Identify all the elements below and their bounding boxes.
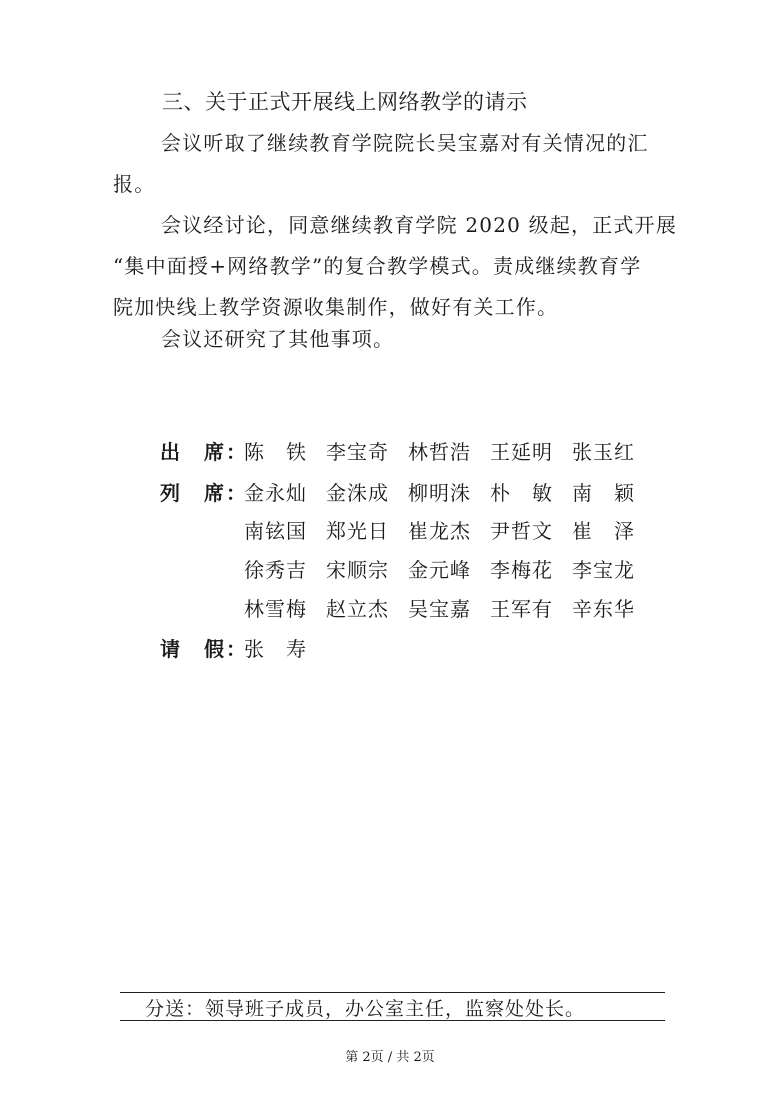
observer-name: 南铉国 — [244, 518, 307, 543]
leave-label — [160, 633, 248, 662]
observer-name: 李梅花 — [490, 557, 553, 582]
attendance-leave-row — [160, 627, 326, 667]
attendee-name: 张玉红 — [572, 439, 635, 464]
observer-name: 赵立杰 — [326, 596, 389, 621]
observer-name: 李宝龙 — [572, 557, 635, 582]
observer-name: 南 颖 — [572, 480, 635, 505]
paragraph-line: 院加快线上教学资源收集制作，做好有关工作。 — [113, 295, 559, 319]
observer-names — [244, 477, 654, 506]
label-char: 席： — [204, 439, 248, 464]
observer-name: 崔龙杰 — [408, 518, 471, 543]
paragraph-decision — [113, 205, 678, 328]
attendee-name: 李宝奇 — [326, 439, 389, 464]
distribution-top-rule — [120, 992, 665, 993]
distribution-bottom-rule — [120, 1020, 665, 1021]
paragraph-line: 会议听取了继续教育学院院长吴宝嘉对有关情况的汇 — [161, 131, 649, 155]
observers-label — [160, 477, 248, 506]
page-number: 第 2页 / 共 2页 — [345, 1050, 435, 1065]
paragraph-line: 会议经讨论，同意继续教育学院 2020 级起，正式开展 — [161, 213, 678, 237]
observer-name: 金洙成 — [326, 480, 389, 505]
attendee-name: 陈 铁 — [244, 439, 307, 464]
paragraph-line: “集中面授+网络教学”的复合教学模式。责成继续教育学 — [113, 254, 642, 278]
observer-name: 柳明洙 — [408, 480, 471, 505]
paragraph-line: 会议还研究了其他事项。 — [161, 327, 395, 351]
observer-name: 吴宝嘉 — [408, 596, 471, 621]
present-label — [160, 436, 248, 465]
observer-name: 宋顺宗 — [326, 557, 389, 582]
observer-names-row — [244, 548, 654, 588]
paragraph-other-matters — [113, 319, 673, 360]
attendance-observers-row — [160, 471, 654, 511]
observer-name: 尹哲文 — [490, 518, 553, 543]
observer-name: 朴 敏 — [490, 480, 553, 505]
attendance-present-row — [160, 430, 654, 470]
observer-name: 徐秀吉 — [244, 557, 307, 582]
observer-name: 郑光日 — [326, 518, 389, 543]
observer-names-row — [244, 509, 654, 549]
distribution-list: 分送：领导班子成员，办公室主任，监察处处长。 — [145, 998, 586, 1020]
label-char: 请 — [160, 636, 182, 661]
observer-name: 金元峰 — [408, 557, 471, 582]
observer-names — [244, 515, 654, 544]
leave-names — [244, 633, 326, 662]
observer-names-row — [244, 587, 654, 627]
observer-name: 王军有 — [490, 596, 553, 621]
label-char: 席： — [204, 480, 248, 505]
observer-name: 崔 泽 — [572, 518, 635, 543]
absent-name: 张 寿 — [244, 636, 307, 661]
observer-names — [244, 593, 654, 622]
observer-names — [244, 554, 654, 583]
observer-name: 辛东华 — [572, 596, 635, 621]
label-char: 假： — [204, 636, 248, 661]
section-heading: 三、关于正式开展线上网络教学的请示 — [162, 90, 528, 114]
label-char: 列 — [160, 480, 182, 505]
paragraph-report — [113, 123, 673, 205]
present-names — [244, 436, 654, 465]
attendee-name: 林哲浩 — [408, 439, 471, 464]
paragraph-line: 报。 — [113, 172, 156, 196]
label-char: 出 — [160, 439, 182, 464]
attendee-name: 王延明 — [490, 439, 553, 464]
observer-name: 金永灿 — [244, 480, 307, 505]
observer-name: 林雪梅 — [244, 596, 307, 621]
